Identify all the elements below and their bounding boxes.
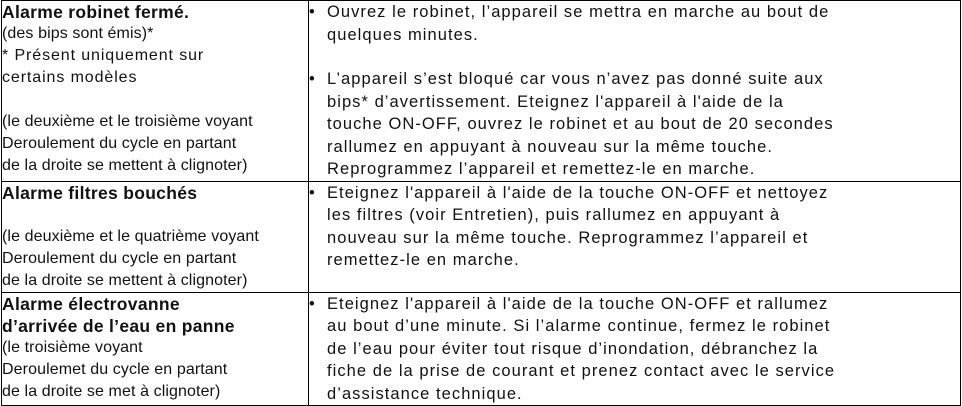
alarm-title: Alarme robinet fermé. <box>2 2 190 22</box>
remedy-line: rallumez en appuyant à nouveau sur la même touche. <box>327 137 773 156</box>
remedy-line: nouveau sur la même touche. Reprogrammez l’appareil et <box>327 228 809 247</box>
alarm-description-cell <box>2 1 309 182</box>
alarm-title: Alarme électrovanne <box>2 293 180 314</box>
remedy-line: L’appareil s’est bloqué car vous n’avez pas donné suite aux <box>327 70 824 88</box>
alarm-note: de la droite se mettent à clignoter) <box>2 157 248 174</box>
remedy-list <box>309 293 960 406</box>
remedy-line: Ouvrez le robinet, l’appareil se mettra en marche au bout de <box>327 3 830 21</box>
remedy-line: Reprogrammez l’appareil et remettez-le en marche. <box>327 160 756 178</box>
remedy-line: fiche de la prise de courant et prenez contact avec le service <box>327 362 836 380</box>
alarm-troubleshooting-table <box>1 0 961 406</box>
remedy-item <box>309 182 960 272</box>
remedy-line: les filtres (voir Entretien), puis rallumez en appuyant à <box>327 206 781 224</box>
alarm-description-cell <box>2 181 309 292</box>
alarm-description-cell <box>2 292 309 406</box>
alarm-table-body <box>2 1 961 406</box>
alarm-note: Deroulemet du cycle en partant <box>2 360 228 378</box>
alarm-row <box>2 181 961 292</box>
remedy-line: remettez-le en marche. <box>327 251 520 269</box>
spacer <box>2 204 308 226</box>
bullet-icon: • <box>309 3 316 21</box>
remedy-list <box>309 182 960 272</box>
bullet-icon: • <box>309 183 316 202</box>
alarm-remedy-cell <box>309 1 961 182</box>
remedy-line: Eteignez l'appareil à l'aide de la touche ON-OFF et rallumez <box>327 294 829 313</box>
remedy-item <box>309 1 960 46</box>
remedy-line: d’assistance technique. <box>327 384 523 403</box>
alarm-title: Alarme filtres bouchés <box>2 182 198 203</box>
alarm-note: * Présent uniquement sur <box>2 47 205 64</box>
remedy-line: Eteignez l'appareil à l'aide de la touche ON-OFF et nettoyez <box>327 183 829 202</box>
spacer <box>2 89 308 111</box>
alarm-note: Deroulement du cycle en partant <box>2 249 237 267</box>
remedy-line: au bout d’une minute. Si l’alarme continue, fermez le robinet <box>327 317 831 335</box>
remedy-line: quelques minutes. <box>327 25 479 44</box>
remedy-item <box>309 68 960 181</box>
alarm-note: Deroulement du cycle en partant <box>2 135 237 152</box>
alarm-row <box>2 1 961 182</box>
alarm-note: de la droite se mettent à clignoter) <box>2 271 248 289</box>
alarm-note: (des bips sont émis)* <box>2 25 154 42</box>
alarm-note: de la droite se met à clignoter) <box>2 382 221 400</box>
remedy-item <box>309 293 960 406</box>
remedy-line: bips* d’avertissement. Eteignez l'appareil à l'aide de la <box>327 92 784 111</box>
alarm-remedy-cell <box>309 292 961 406</box>
remedy-list <box>309 1 960 181</box>
remedy-line: touche ON-OFF, ouvrez le robinet et au bout de 20 secondes <box>327 115 834 133</box>
bullet-icon: • <box>309 70 316 88</box>
bullet-icon: • <box>309 294 316 313</box>
alarm-note: (le deuxième et le quatrième voyant <box>2 227 259 245</box>
alarm-note: (le deuxième et le troisième voyant <box>2 113 253 130</box>
alarm-title: d’arrivée de l’eau en panne <box>2 315 235 336</box>
alarm-note: certains modèles <box>2 69 138 86</box>
alarm-note: (le troisième voyant <box>2 338 143 356</box>
remedy-line: de l’eau pour éviter tout risque d’inondation, débranchez la <box>327 339 819 358</box>
alarm-remedy-cell <box>309 181 961 292</box>
alarm-row <box>2 292 961 406</box>
